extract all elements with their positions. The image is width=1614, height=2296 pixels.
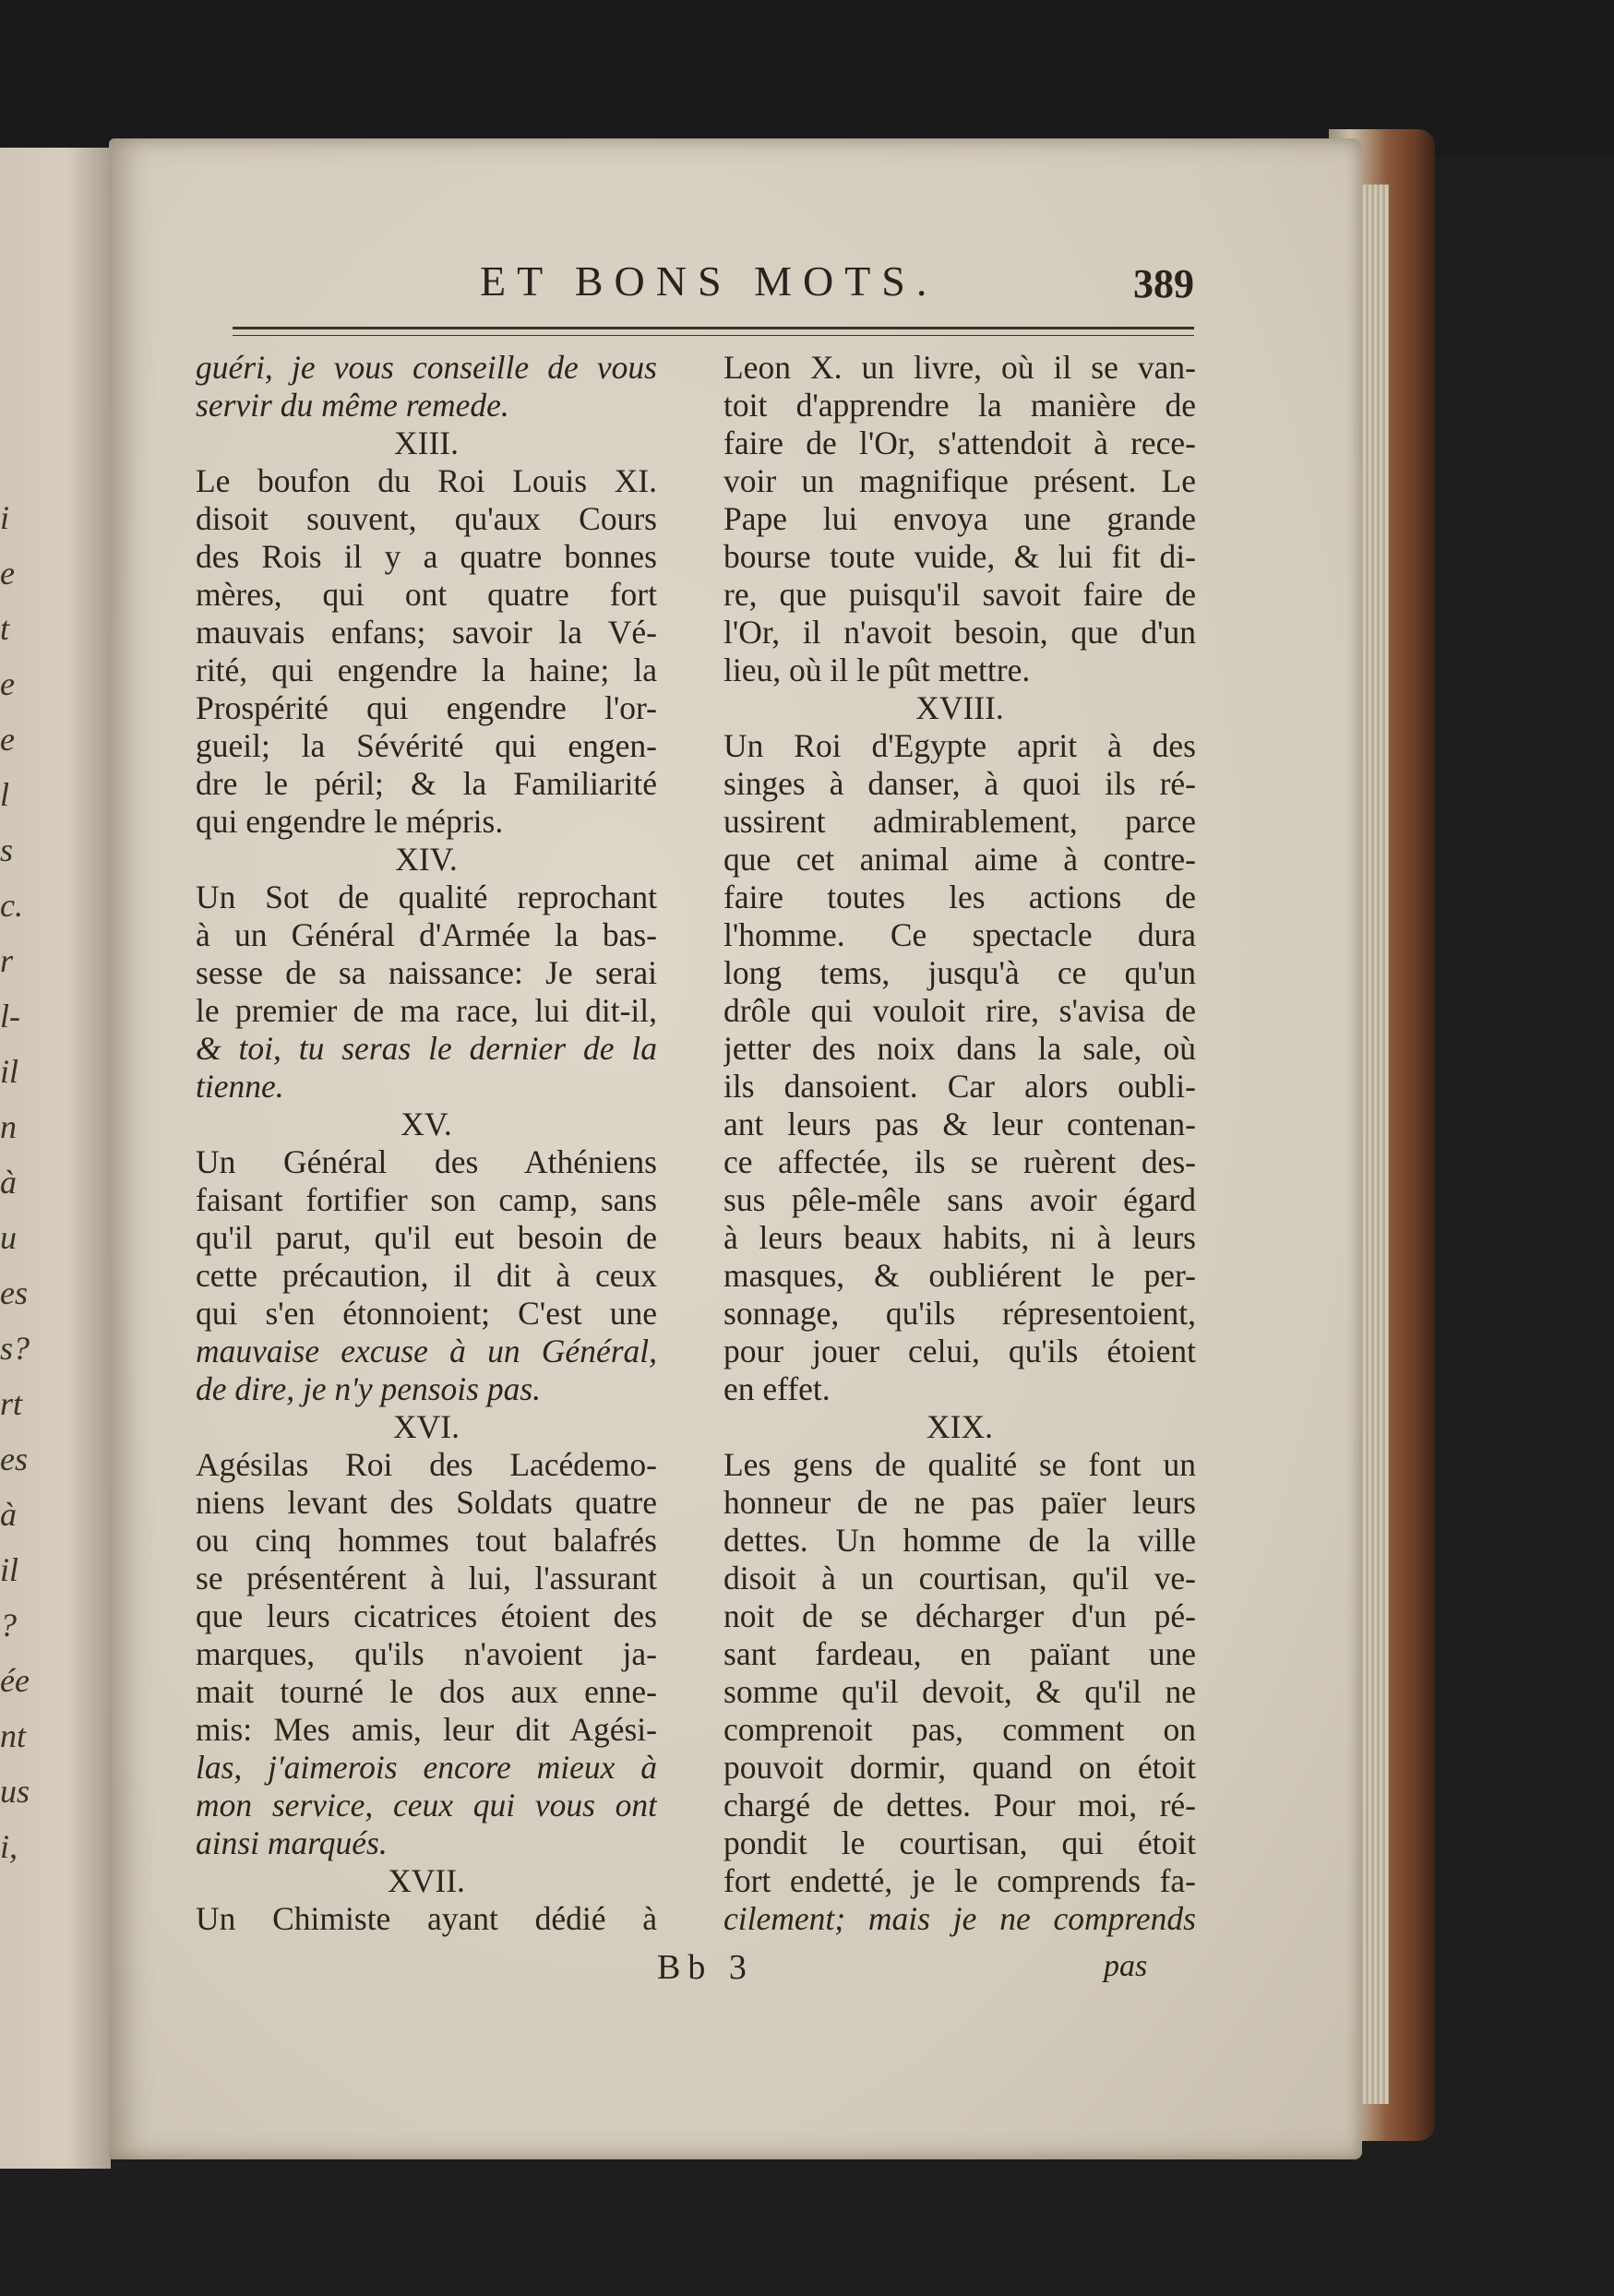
- text-line: disoit souvent, qu'aux Cours: [196, 500, 657, 537]
- text-line: de dire, je n'y pensois pas.: [196, 1370, 542, 1407]
- text-line: chargé de dettes. Pour moi, ré-: [723, 1787, 1196, 1824]
- section-number: XV.: [401, 1106, 452, 1142]
- text-line: Prospérité qui engendre l'or-: [196, 689, 657, 726]
- text-line: comprenoit pas, comment on: [723, 1711, 1196, 1748]
- text-line: cette précaution, il dit à ceux: [196, 1257, 657, 1294]
- text-line: servir du même remede.: [196, 387, 509, 424]
- text-line: mauvaise excuse à un Général,: [196, 1333, 657, 1369]
- text-line: sonnage, qu'ils répresentoient,: [723, 1295, 1196, 1332]
- text-line: que cet animal aime à contre-: [723, 841, 1196, 878]
- text-line: ils dansoient. Car alors oubli-: [723, 1068, 1196, 1105]
- text-line: le premier de ma race, lui dit-il,: [196, 992, 657, 1029]
- margin-fragment: il: [0, 1551, 19, 1588]
- margin-fragment: ée: [0, 1662, 30, 1699]
- margin-fragment: l-: [0, 998, 20, 1034]
- margin-fragment: e: [0, 665, 15, 702]
- margin-fragment: t: [0, 610, 10, 647]
- text-line: re, que puisqu'il savoit faire de: [723, 576, 1196, 613]
- left-text-column: [196, 349, 657, 1938]
- text-line: toit d'apprendre la manière de: [723, 387, 1196, 424]
- text-line: voir un magnifique présent. Le: [723, 462, 1196, 499]
- margin-fragment: r: [0, 942, 14, 979]
- text-line: ant leurs pas & leur contenan-: [723, 1106, 1196, 1142]
- margin-fragment: il: [0, 1053, 19, 1090]
- margin-fragment: c.: [0, 887, 23, 924]
- text-line: qu'il parut, qu'il eut besoin de: [196, 1219, 657, 1256]
- margin-fragment: e: [0, 721, 15, 758]
- running-title: ET BONS MOTS.: [480, 257, 939, 305]
- text-line: ce affectée, ils se ruèrent des-: [723, 1143, 1196, 1180]
- margin-fragment: ?: [0, 1607, 17, 1644]
- text-line: qui s'en étonnoient; C'est une: [196, 1295, 657, 1332]
- margin-fragment: nt: [0, 1717, 27, 1754]
- text-line: faire de l'Or, s'attendoit à rece-: [723, 425, 1196, 461]
- text-line: ussirent admirablement, parce: [723, 803, 1196, 840]
- text-line: Pape lui envoya une grande: [723, 500, 1196, 537]
- header-rule: [233, 327, 1194, 336]
- text-line: fort endetté, je le comprends fa-: [723, 1862, 1196, 1899]
- margin-fragment: i,: [0, 1828, 18, 1865]
- catchword: pas: [1104, 1949, 1148, 1983]
- margin-fragment: à: [0, 1164, 17, 1201]
- text-line: mait tourné le dos aux enne-: [196, 1673, 657, 1710]
- page-number: 389: [1133, 261, 1194, 306]
- text-line: marques, qu'ils n'avoient ja-: [196, 1635, 657, 1672]
- text-line: des Rois il y a quatre bonnes: [196, 538, 657, 575]
- text-line: sant fardeau, en païant une: [723, 1635, 1196, 1672]
- text-line: masques, & oubliérent le per-: [723, 1257, 1196, 1294]
- text-line: dre le péril; & la Familiarité: [196, 765, 657, 802]
- text-line: faire toutes les actions de: [723, 879, 1196, 915]
- section-number: XVIII.: [915, 689, 1004, 726]
- section-number: XIV.: [395, 841, 458, 878]
- text-line: ainsi marqués.: [196, 1824, 388, 1861]
- text-line: rité, qui engendre la haine; la: [196, 652, 657, 688]
- text-line: faisant fortifier son camp, sans: [196, 1181, 657, 1218]
- text-line: Un Chimiste ayant dédié à: [196, 1900, 657, 1937]
- margin-fragment: us: [0, 1773, 30, 1810]
- section-number: XIX.: [927, 1408, 993, 1445]
- text-line: Leon X. un livre, où il se van-: [723, 349, 1196, 386]
- text-line: somme qu'il devoit, & qu'il ne: [723, 1673, 1196, 1710]
- text-line: à un Général d'Armée la bas-: [196, 916, 657, 953]
- text-line: Le boufon du Roi Louis XI.: [196, 462, 657, 499]
- text-line: sus pêle-mêle sans avoir égard: [723, 1181, 1196, 1218]
- margin-fragment: es: [0, 1441, 28, 1477]
- text-line: mis: Mes amis, leur dit Agési-: [196, 1711, 657, 1748]
- section-number: XIII.: [394, 425, 459, 461]
- text-line: qui engendre le mépris.: [196, 803, 504, 840]
- text-line: tienne.: [196, 1068, 284, 1105]
- margin-fragment: es: [0, 1274, 28, 1311]
- section-number: XVII.: [388, 1862, 465, 1899]
- section-number: XVI.: [393, 1408, 460, 1445]
- margin-fragment: s: [0, 831, 14, 868]
- text-line: pondit le courtisan, qui étoit: [723, 1824, 1196, 1861]
- margin-fragment: i: [0, 499, 10, 536]
- text-line: disoit à un courtisan, qu'il ve-: [723, 1560, 1196, 1596]
- text-line: se présentérent à lui, l'assurant: [196, 1560, 657, 1596]
- text-line: que leurs cicatrices étoient des: [196, 1597, 657, 1634]
- text-line: las, j'aimerois encore mieux à: [196, 1749, 657, 1786]
- margin-fragment: l: [0, 776, 10, 813]
- margin-fragment: s?: [0, 1330, 30, 1367]
- text-line: dettes. Un homme de la ville: [723, 1522, 1196, 1559]
- text-line: Un Sot de qualité reprochant: [196, 879, 657, 915]
- text-line: guéri, je vous conseille de vous: [196, 349, 657, 386]
- text-line: & toi, tu seras le dernier de la: [196, 1030, 657, 1067]
- text-line: l'Or, il n'avoit besoin, que d'un: [723, 614, 1196, 651]
- text-line: Les gens de qualité se font un: [723, 1446, 1196, 1483]
- text-line: pouvoit dormir, quand on étoit: [723, 1749, 1196, 1786]
- text-line: noit de se décharger d'un pé-: [723, 1597, 1196, 1634]
- text-line: en effet.: [723, 1370, 831, 1407]
- text-line: Agésilas Roi des Lacédemo-: [196, 1446, 657, 1483]
- text-line: Un Général des Athéniens: [196, 1143, 657, 1180]
- margin-fragment: u: [0, 1219, 17, 1256]
- text-line: mères, qui ont quatre fort: [196, 576, 657, 613]
- signature-mark: Bb 3: [657, 1948, 754, 1987]
- margin-fragment: rt: [0, 1385, 23, 1422]
- text-line: gueil; la Sévérité qui engen-: [196, 727, 657, 764]
- text-line: honneur de ne pas païer leurs: [723, 1484, 1196, 1521]
- text-line: mon service, ceux qui vous ont: [196, 1787, 657, 1824]
- margin-fragment: n: [0, 1108, 17, 1145]
- text-line: ou cinq hommes tout balafrés: [196, 1522, 657, 1559]
- text-line: bourse toute vuide, & lui fit di-: [723, 538, 1196, 575]
- text-line: drôle qui vouloit rire, s'avisa de: [723, 992, 1196, 1029]
- text-line: cilement; mais je ne comprends: [723, 1900, 1196, 1937]
- text-line: l'homme. Ce spectacle dura: [723, 916, 1196, 953]
- margin-fragment: à: [0, 1496, 17, 1533]
- right-text-column: [723, 349, 1196, 1938]
- text-line: lieu, où il le pût mettre.: [723, 652, 1031, 688]
- text-line: jetter des noix dans la sale, où: [723, 1030, 1196, 1067]
- margin-fragment: e: [0, 555, 15, 592]
- text-line: à leurs beaux habits, ni à leurs: [723, 1219, 1196, 1256]
- text-line: sesse de sa naissance: Je serai: [196, 954, 657, 991]
- text-line: pour jouer celui, qu'ils étoient: [723, 1333, 1196, 1369]
- text-line: long tems, jusqu'à ce qu'un: [723, 954, 1196, 991]
- text-line: singes à danser, à quoi ils ré-: [723, 765, 1196, 802]
- text-line: niens levant des Soldats quatre: [196, 1484, 657, 1521]
- text-line: Un Roi d'Egypte aprit à des: [723, 727, 1196, 764]
- text-line: mauvais enfans; savoir la Vé-: [196, 614, 657, 651]
